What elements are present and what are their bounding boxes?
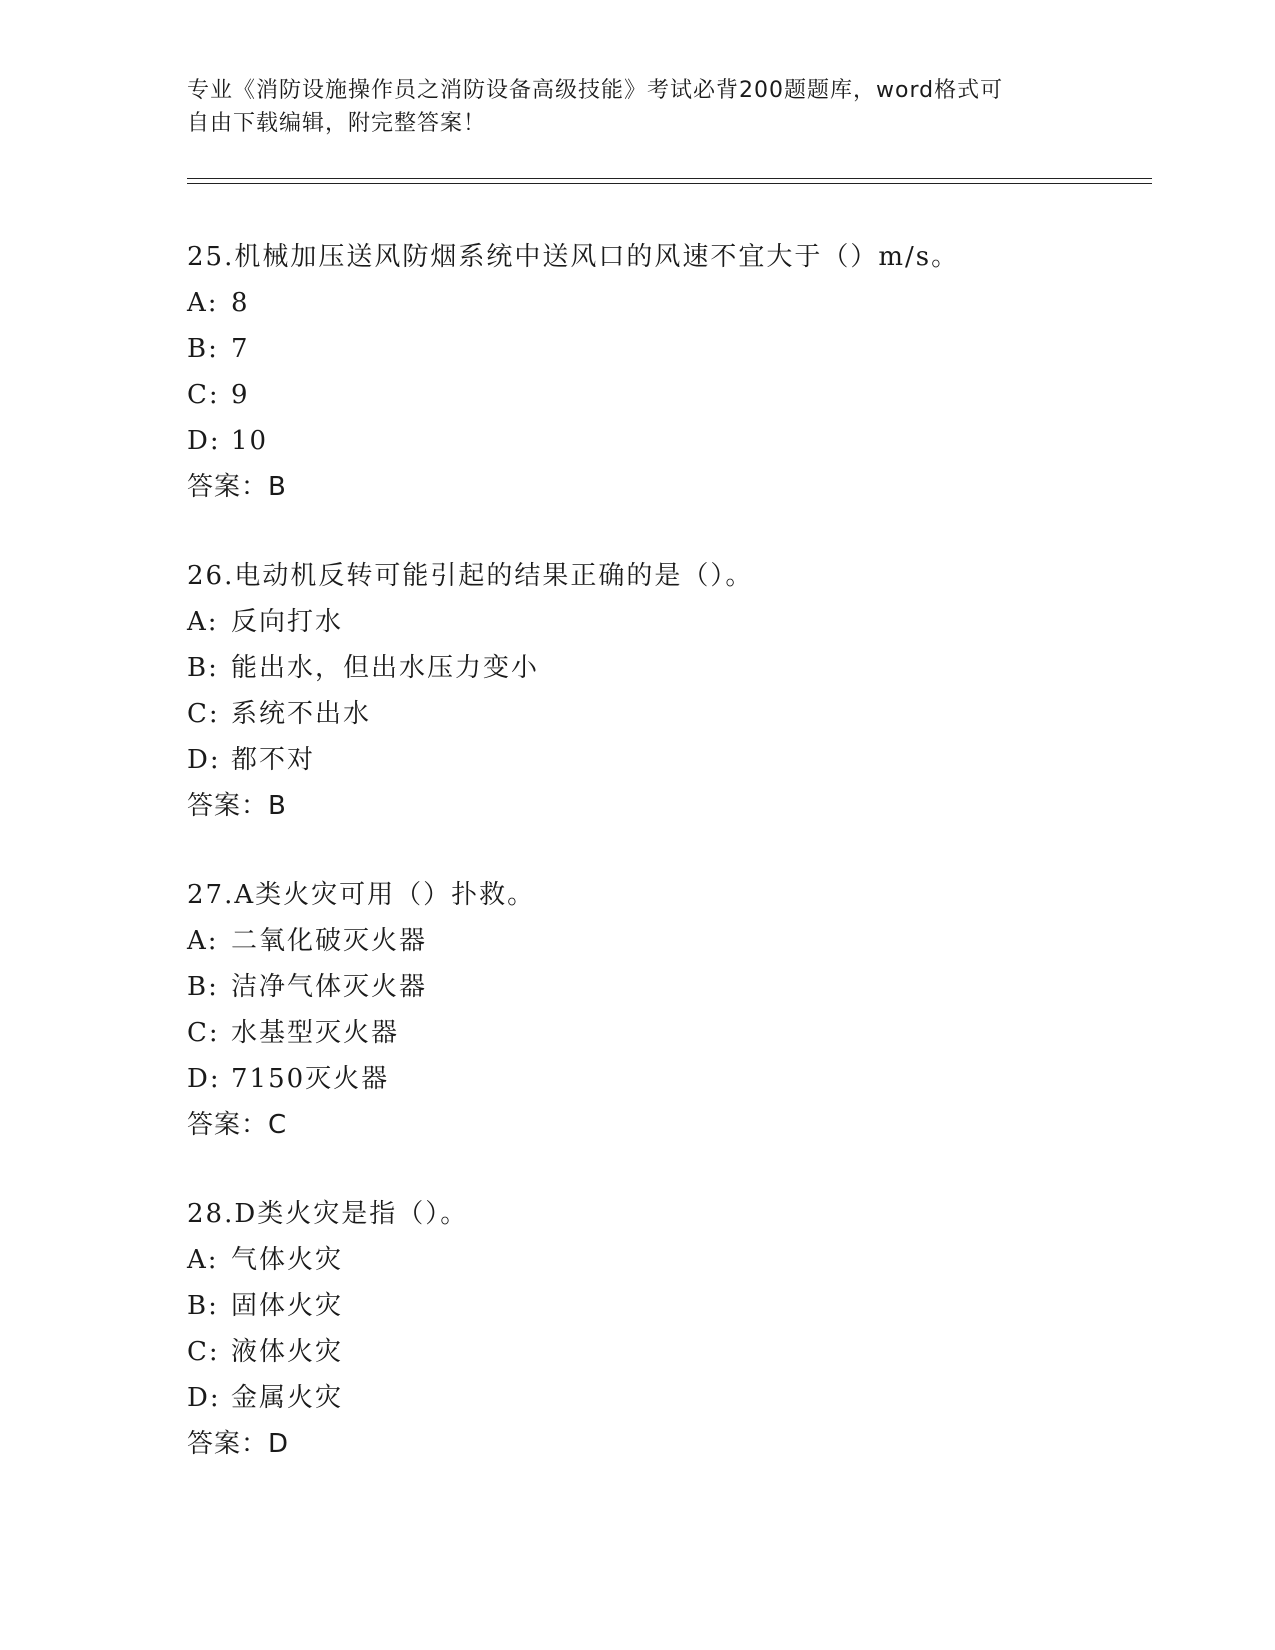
option-letter: D: xyxy=(187,426,221,456)
option-b xyxy=(187,645,1147,691)
option-d xyxy=(187,1375,1147,1421)
question-stem: 28.D类火灾是指（）。 xyxy=(187,1199,469,1229)
option-text: 9 xyxy=(231,380,250,410)
header-line-1: 专业《消防设施操作员之消防设备高级技能》考试必背200题题库，word格式可 xyxy=(187,78,1004,103)
option-letter: C: xyxy=(187,1018,220,1048)
option-d xyxy=(187,1056,1147,1102)
option-letter: A: xyxy=(187,288,219,318)
option-letter: C: xyxy=(187,1337,220,1367)
question-26 xyxy=(187,553,1147,829)
option-b xyxy=(187,326,1147,372)
option-text: 水基型灭火器 xyxy=(231,1018,400,1048)
option-text: 二氧化破灭火器 xyxy=(231,926,428,956)
option-a xyxy=(187,1237,1147,1283)
option-text: 气体火灾 xyxy=(231,1245,344,1275)
option-letter: B: xyxy=(187,653,219,683)
header-divider-top xyxy=(187,178,1152,179)
option-b xyxy=(187,964,1147,1010)
option-letter: B: xyxy=(187,1291,219,1321)
option-text: 7150灭火器 xyxy=(231,1064,390,1094)
question-stem: 27.A类火灾可用（）扑救。 xyxy=(187,880,536,910)
option-letter: C: xyxy=(187,380,220,410)
option-a xyxy=(187,599,1147,645)
option-text: 8 xyxy=(231,288,250,318)
option-d xyxy=(187,737,1147,783)
option-letter: B: xyxy=(187,334,219,364)
answer-line: 答案：C xyxy=(187,1110,288,1140)
option-text: 固体火灾 xyxy=(231,1291,344,1321)
header-divider-bottom xyxy=(187,183,1152,184)
option-letter: B: xyxy=(187,972,219,1002)
question-28 xyxy=(187,1191,1147,1467)
option-c xyxy=(187,691,1147,737)
answer-line: 答案：B xyxy=(187,791,287,821)
question-25 xyxy=(187,234,1147,510)
option-text: 能出水，但出水压力变小 xyxy=(231,653,540,683)
option-b xyxy=(187,1283,1147,1329)
option-letter: A: xyxy=(187,1245,219,1275)
option-d xyxy=(187,418,1147,464)
question-stem: 25.机械加压送风防烟系统中送风口的风速不宜大于（）m/s。 xyxy=(187,242,960,272)
option-text: 反向打水 xyxy=(231,607,344,637)
option-a xyxy=(187,918,1147,964)
document-header xyxy=(187,74,1087,140)
option-text: 7 xyxy=(231,334,250,364)
option-letter: A: xyxy=(187,926,219,956)
option-text: 液体火灾 xyxy=(231,1337,344,1367)
option-letter: A: xyxy=(187,607,219,637)
question-27 xyxy=(187,872,1147,1148)
option-text: 都不对 xyxy=(231,745,316,775)
option-c xyxy=(187,1010,1147,1056)
answer-line: 答案：B xyxy=(187,472,287,502)
question-stem: 26.电动机反转可能引起的结果正确的是（）。 xyxy=(187,561,754,591)
option-text: 金属火灾 xyxy=(231,1383,344,1413)
option-letter: D: xyxy=(187,745,221,775)
option-c xyxy=(187,372,1147,418)
answer-line: 答案：D xyxy=(187,1429,290,1459)
option-c xyxy=(187,1329,1147,1375)
option-a xyxy=(187,280,1147,326)
option-text: 10 xyxy=(231,426,269,456)
option-letter: D: xyxy=(187,1064,221,1094)
option-letter: C: xyxy=(187,699,220,729)
header-line-2: 自由下载编辑，附完整答案！ xyxy=(187,111,487,136)
option-text: 系统不出水 xyxy=(231,699,372,729)
option-letter: D: xyxy=(187,1383,221,1413)
option-text: 洁净气体灭火器 xyxy=(231,972,428,1002)
